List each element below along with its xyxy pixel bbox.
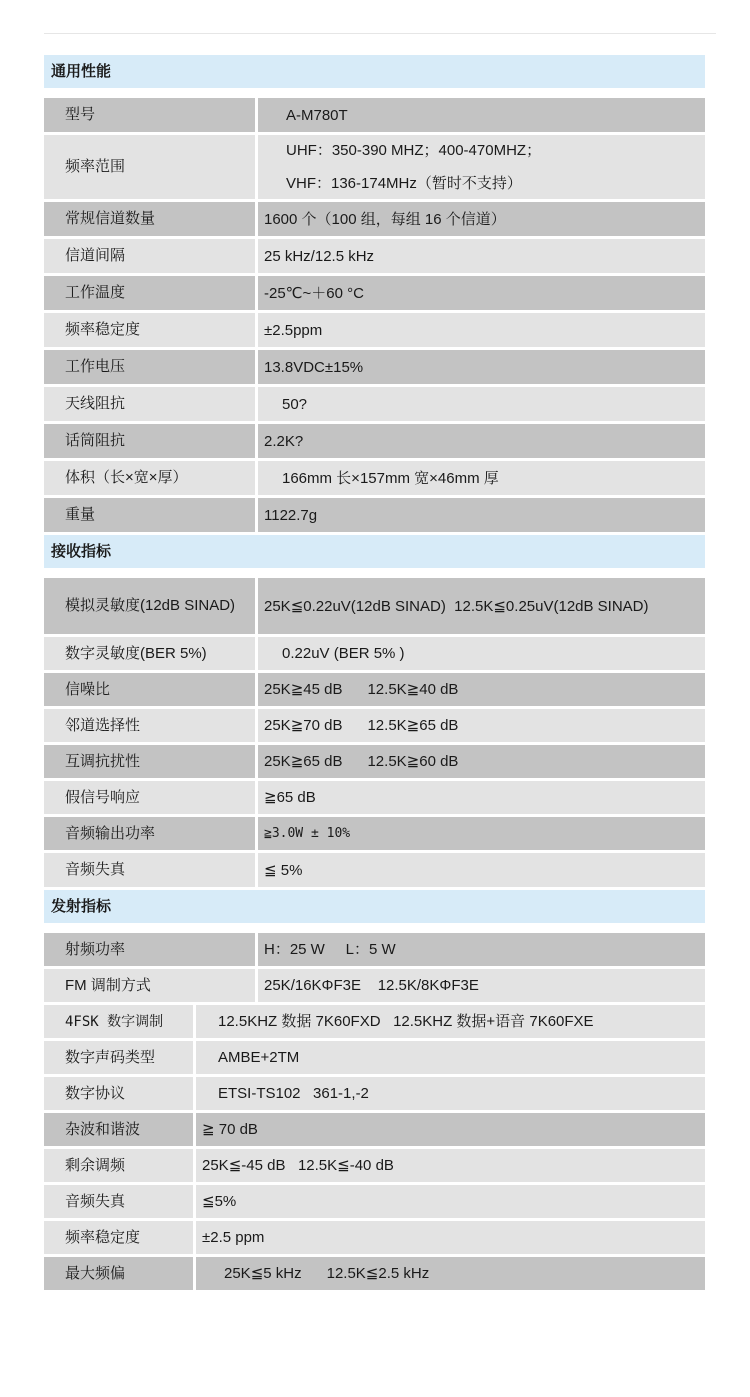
- spec-value: 0.22uV (BER 5% ): [282, 645, 405, 662]
- spec-value: ≧3.0W ± 10%: [264, 826, 351, 841]
- spec-row-snr: [44, 673, 705, 706]
- spec-label: 工作温度: [44, 276, 258, 310]
- spec-value: 25K≦-45 dB 12.5K≦-40 dB: [202, 1157, 394, 1174]
- spec-row-mic-impedance: [44, 424, 705, 458]
- spec-row-channel-spacing: [44, 239, 705, 273]
- spec-row-adjacent-selectivity: [44, 709, 705, 742]
- spec-label: 频率稳定度: [44, 1221, 196, 1254]
- spec-row-channels: [44, 202, 705, 236]
- spec-value: 1600 个（100 组，每组 16 个信道）: [264, 210, 506, 228]
- spec-row-4fsk: [44, 1005, 705, 1038]
- spec-sheet: [44, 55, 705, 1290]
- spec-value: AMBE+2TM: [218, 1049, 300, 1066]
- spec-row-rf-power: [44, 933, 705, 966]
- spec-label: 邻道选择性: [44, 709, 258, 742]
- spec-row-audio-distortion: [44, 853, 705, 887]
- spec-label: 体积（长×宽×厚）: [44, 461, 258, 495]
- spec-value: 25K≦5 kHz 12.5K≦2.5 kHz: [224, 1265, 430, 1282]
- spec-value: 25K≧45 dB 12.5K≧40 dB: [264, 681, 459, 698]
- spec-value-line: VHF：136-174MHz（暂时不支持）: [286, 175, 522, 192]
- spec-row-audio-power: [44, 817, 705, 850]
- spec-value: 12.5KHZ 数据 7K60FXD 12.5KHZ 数据+语音 7K60FXE: [218, 1013, 594, 1030]
- spec-label: 4FSK 数字调制: [44, 1005, 196, 1038]
- spec-label: 工作电压: [44, 350, 258, 384]
- spec-value: -25℃~＋60 °C: [264, 284, 364, 302]
- spec-value: A-M780T: [286, 106, 348, 124]
- spec-row-harmonics: [44, 1113, 705, 1146]
- spec-value: ≧ 70 dB: [202, 1121, 258, 1138]
- spec-row-antenna-impedance: [44, 387, 705, 421]
- spec-label: 音频输出功率: [44, 817, 258, 850]
- spec-label: 射频功率: [44, 933, 258, 966]
- spec-row-fm-modulation: [44, 969, 705, 1002]
- spec-row-dimensions: [44, 461, 705, 495]
- spec-row-weight: [44, 498, 705, 532]
- spec-row-protocol: [44, 1077, 705, 1110]
- spec-value: ≧65 dB: [264, 789, 316, 806]
- spec-label: 数字声码类型: [44, 1041, 196, 1074]
- section-header-general: 通用性能: [44, 55, 705, 88]
- spec-value: ≦5%: [202, 1193, 237, 1210]
- spec-label: 型号: [44, 98, 258, 132]
- top-divider: [44, 33, 716, 34]
- spec-value: 25K/16KΦF3E 12.5K/8KΦF3E: [264, 977, 479, 994]
- spec-label: 模拟灵敏度(12dB SINAD): [44, 578, 258, 634]
- spec-label: 话筒阻抗: [44, 424, 258, 458]
- spec-label: 数字协议: [44, 1077, 196, 1110]
- spec-value: 25 kHz/12.5 kHz: [264, 247, 375, 265]
- spec-label: 重量: [44, 498, 258, 532]
- spec-label: 音频失真: [44, 853, 258, 887]
- spec-value: 25K≦0.22uV(12dB SINAD) 12.5K≦0.25uV(12dB SINAD): [264, 597, 649, 615]
- spec-row-vocoder: [44, 1041, 705, 1074]
- spec-value-line: UHF：350-390 MHZ；400-470MHZ；: [286, 142, 542, 159]
- spec-row-digital-sensitivity: [44, 637, 705, 670]
- spec-row-temperature: [44, 276, 705, 310]
- spec-label: 假信号响应: [44, 781, 258, 814]
- spec-label: 天线阻抗: [44, 387, 258, 421]
- spec-value: ETSI-TS102 361-1,-2: [218, 1085, 369, 1102]
- spec-row-max-deviation: [44, 1257, 705, 1290]
- spec-value: 25K≧70 dB 12.5K≧65 dB: [264, 717, 459, 734]
- spec-value: [258, 135, 705, 199]
- spec-value: H：25 W L：5 W: [264, 941, 396, 958]
- spec-label: 互调抗扰性: [44, 745, 258, 778]
- spec-row-residual-fm: [44, 1149, 705, 1182]
- section-header-receiver: 接收指标: [44, 535, 705, 568]
- spec-label: 数字灵敏度(BER 5%): [44, 637, 258, 670]
- spec-value: ±2.5ppm: [264, 321, 323, 339]
- spec-value: ≦ 5%: [264, 861, 303, 879]
- spec-row-voltage: [44, 350, 705, 384]
- spec-row-tx-audio-distortion: [44, 1185, 705, 1218]
- spec-label: 音频失真: [44, 1185, 196, 1218]
- spec-value: 13.8VDC±15%: [264, 358, 364, 376]
- spec-row-intermod: [44, 745, 705, 778]
- spec-label: 频率稳定度: [44, 313, 258, 347]
- spec-label: FM 调制方式: [44, 969, 258, 1002]
- spec-row-model: [44, 98, 705, 132]
- spec-value: 2.2K?: [264, 432, 304, 450]
- spec-row-frequency-range: [44, 135, 705, 199]
- spec-label: 杂波和谐波: [44, 1113, 196, 1146]
- section-header-transmitter: 发射指标: [44, 890, 705, 923]
- spec-label: 信道间隔: [44, 239, 258, 273]
- spec-label: 剩余调频: [44, 1149, 196, 1182]
- spec-row-tx-frequency-stability: [44, 1221, 705, 1254]
- spec-value: 50?: [282, 395, 308, 413]
- spec-value: 166mm 长×157mm 宽×46mm 厚: [282, 469, 499, 487]
- spec-value: 1122.7g: [264, 506, 318, 524]
- spec-label: 信噪比: [44, 673, 258, 706]
- spec-value: 25K≧65 dB 12.5K≧60 dB: [264, 753, 459, 770]
- spec-label: 频率范围: [44, 135, 258, 199]
- spec-row-spurious: [44, 781, 705, 814]
- spec-label: 最大频偏: [44, 1257, 196, 1290]
- spec-value: ±2.5 ppm: [202, 1229, 265, 1246]
- spec-row-analog-sensitivity: [44, 578, 705, 634]
- spec-label: 常规信道数量: [44, 202, 258, 236]
- spec-row-frequency-stability: [44, 313, 705, 347]
